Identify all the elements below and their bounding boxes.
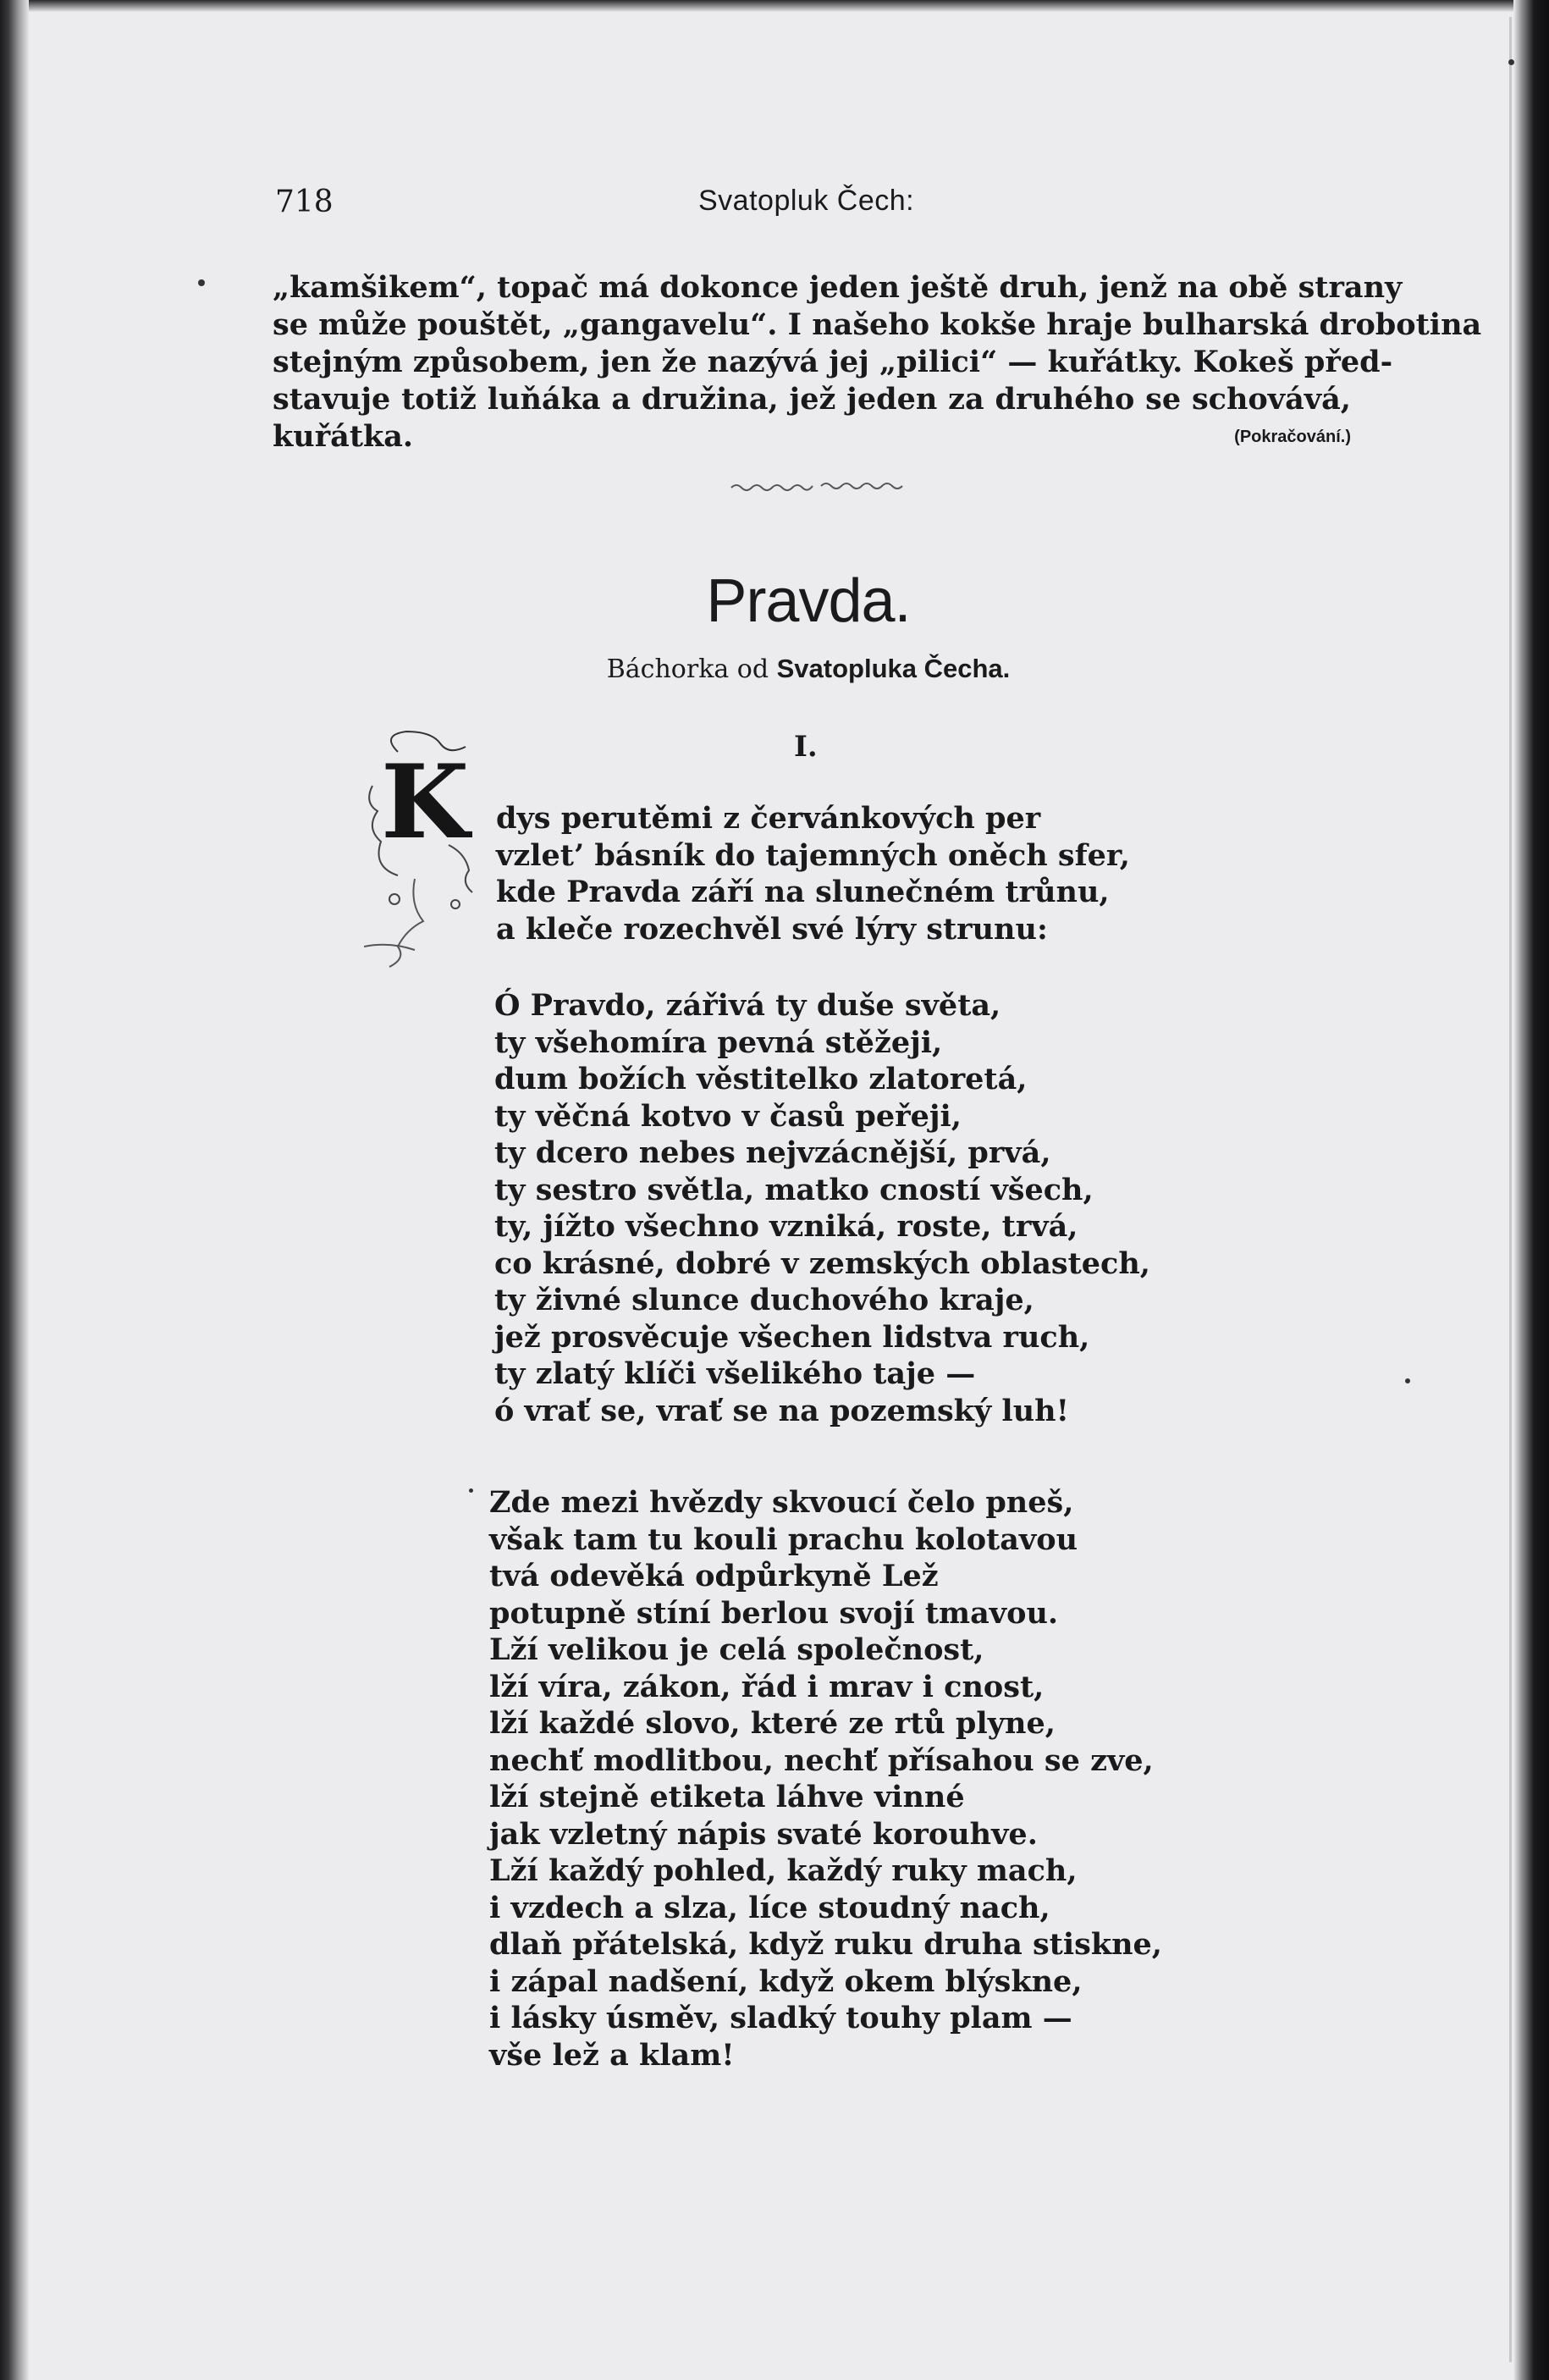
prose-line: kuřátka. [273, 419, 414, 454]
poem-verse: Ó Pravdo, zářivá ty duše světa, [494, 988, 1001, 1023]
poem-verse: ty zlatý klíči všelikého taje — [494, 1356, 976, 1391]
prose-line: stavuje totiž luňáka a družina, jež jeden za druhého se schovává, [273, 382, 1351, 417]
poem-verse: nechť modlitbou, nechť přísahou se zve, [489, 1742, 1154, 1778]
poem-verse: ó vrať se, vrať se na pozemský luh! [494, 1393, 1069, 1428]
poem-verse: Zde mezi hvězdy skvoucí čelo pneš, [489, 1485, 1074, 1520]
page-header [275, 185, 1122, 222]
poem-stanza-1 [496, 800, 1130, 947]
prose-line: stejným způsobem, jen že nazývá jej „pilici“ — kuřátky. Kokeš před- [273, 345, 1393, 379]
page-number: 718 [275, 185, 334, 219]
prose-line: se může pouštět, „gangavelu“. I našeho kokše hraje bulharská drobotina [273, 307, 1482, 342]
scan-speck [1405, 1378, 1410, 1383]
poem-verse: ty sestro světla, matko cností všech, [494, 1172, 1094, 1207]
poem-verse: ty živné slunce duchového kraje, [494, 1283, 1034, 1317]
previous-article-ending [273, 269, 1482, 456]
poem-verse: i lásky úsměv, sladký touhy plam — [489, 2001, 1072, 2035]
poem-verse: dum božích věstitelko zlatoretá, [494, 1062, 1028, 1096]
drop-cap-letter: K [381, 743, 470, 862]
poem-verse: i zápal nadšení, když okem blýskne, [489, 1963, 1083, 1999]
poem-verse: ty dcero nebes nejvzácnější, prvá, [494, 1135, 1051, 1170]
poem-verse: lží víra, zákon, řád i mrav i cnost, [489, 1669, 1045, 1704]
poem-verse: kde Pravda září na slunečném trůnu, [496, 875, 1110, 909]
poem-verse: jež prosvěcuje všechen lidstva ruch, [494, 1319, 1090, 1355]
poem-verse: lží stejně etiketa láhve vinné [489, 1780, 965, 1814]
ornamental-separator [730, 479, 907, 493]
poem-verse: ty, jížto všechno vzniká, roste, trvá, [494, 1209, 1078, 1244]
scan-speck [469, 1488, 473, 1493]
poem-verse: ty všehomíra pevná stěžeji, [494, 1024, 943, 1060]
poem-verse: potupně stíní berlou svojí tmavou. [489, 1595, 1059, 1631]
running-head: Svatopluk Čech: [698, 185, 915, 217]
poem-stanza-3 [489, 1484, 1162, 2074]
poem-verse: dlaň přátelská, když ruku druha stiskne, [489, 1927, 1162, 1962]
poem-verse: jak vzletný nápis svaté korouhve. [489, 1816, 1038, 1852]
scan-speck [1508, 59, 1514, 65]
article-title: Pravda. [706, 567, 911, 635]
continued-note: (Pokračování.) [1234, 428, 1351, 446]
subtitle-author: Svatopluka Čecha. [776, 654, 1011, 683]
poem-verse: však tam tu kouli prachu kolotavou [489, 1521, 1078, 1557]
poem-verse: i vzdech a slza, líce stoudný nach, [489, 1890, 1050, 1925]
poem-verse: vše lež a klam! [489, 2037, 735, 2073]
poem-verse: dys perutěmi z červánkových per [496, 801, 1041, 836]
poem-verse: Lží velikou je celá společnost, [489, 1632, 984, 1667]
poem-stanza-2 [494, 987, 1150, 1429]
ornamental-drop-cap [364, 726, 482, 989]
subtitle-prefix: Báchorka od [606, 654, 769, 684]
scan-speck [198, 279, 205, 286]
poem-verse: ty věčná kotvo v časů peřeji, [494, 1098, 962, 1134]
prose-line: „kamšikem“, topač má dokonce jeden ještě druh, jenž na obě strany [273, 270, 1403, 305]
poem-verse: Lží každý pohled, každý ruky mach, [489, 1853, 1078, 1888]
poem-verse: vzlet’ básník do tajemných oněch sfer, [496, 837, 1130, 873]
poem-verse: co krásné, dobré v zemských oblastech, [494, 1245, 1150, 1281]
poem-verse: lží každé slovo, které ze rtů plyne, [489, 1706, 1056, 1741]
section-number: I. [794, 730, 818, 764]
article-subtitle [0, 652, 1549, 687]
poem-verse: tvá odevěká odpůrkyně Lež [489, 1559, 939, 1593]
poem-verse: a kleče rozechvěl své lýry strunu: [496, 911, 1048, 947]
